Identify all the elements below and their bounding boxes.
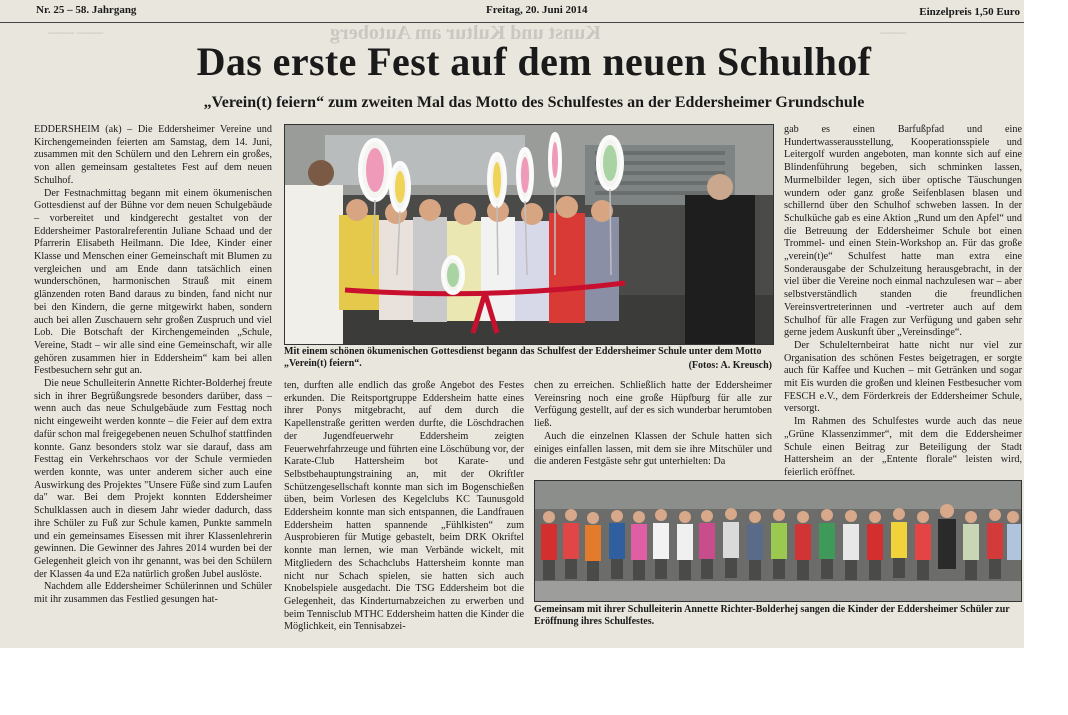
paragraph: gab es einen Barfußpfad und eine Hundertwasserausstellung, Kooperationsspiele und Leitergolf wurden angeboten, man konnte sich auf eine Blindenführung begeben, sich schminken lassen, Murmelbilder legen, sich über optische Täuschungen wundern oder ganz große Seifenblasen blasen und schillernd über den Schulhof schweben lassen. In der Schulküche gab es eine Aktion „Rund um den Apfel“ und die Betreuung der Eddersheimer Schule bot einen Trommel- und einen Stein-Workshop an. Für das große „verein(t)e“ Schulfest hatte man extra eine Sonderausgabe der Schulzeitung herausgebracht, in der viel über die Vereine noch einmal nachzulesen war – aber selbstverständlich standen die freundlichen Vereinsvertreterinnen und -vertreter auch auf dem Schulhof für alle Fragen zur Verfügung und gaben sehr gerne jedem Auskunft über „Vereinsdinge“.: [784, 124, 1022, 339]
article-column-4: [784, 124, 1022, 478]
article-headline: Das erste Fest auf dem neuen Schulhof: [196, 39, 872, 84]
issue-price: Einzelpreis 1,50 Euro: [919, 6, 1020, 18]
paragraph: EDDERSHEIM (ak) – Die Eddersheimer Vereine und Kirchengemeinden feierten am Samstag, dem 14. Juni, zusammen mit den Schülern und den Lehrern ein großes, von allen gemeinsam gestaltetes Fest auf dem neuen Schulhof.: [34, 124, 272, 186]
masthead: [0, 0, 1024, 23]
bleed-through-text: ——: [880, 24, 906, 39]
bleed-through-text: Kunst und Kultur am Autoberg: [330, 22, 601, 44]
photo-children-singing-image: [535, 481, 1021, 601]
paragraph: Der Festnachmittag begann mit einem ökumenischen Gottesdienst auf der Bühne vor dem neuen Schulgebäude – vorbereitet und kindgerecht gestaltet von der Eddersheimer Pastoralreferentin Juliane Schaad und der Pfarrerin Elisabeth Heilmann. Die Idee, Kinder einer Klasse und Menschen einer Gemeinschaft mit Blumen zu vergleichen und am Ende dann tatsächlich einen wunderschönen, harmonischen Strauß mit einem glänzenden roten Band daraus zu binden, fand nicht nur bei den Kindern, die gerne mitgewirkt haben, sondern auch bei allen Zuschauern sehr großen Zuspruch und viel Lob. Die Botschaft der Kirchengemeinden „Schule, Vereine, Stadt – wir alle sind eine Gemeinschaft, wir alle gehören zusammen hier in Eddersheim“ kam bei allen Festbesuchern sehr gut an.: [34, 187, 272, 377]
paragraph: Im Rahmen des Schulfestes wurde auch das neue „Grüne Klassenzimmer“, mit dem die Eddersheimer Schule einen Beitrag zur Beteiligung der Stadt Hattersheim an der „Entente florale“ leisten wird, feierlich eröffnet.: [784, 416, 1022, 478]
photo-children-singing: [534, 480, 1022, 602]
photo-church-service-caption: [284, 346, 772, 372]
photo-children-singing-caption: Gemeinsam mit ihrer Schulleiterin Annette Richter-Bolderhej sangen die Kinder der Eddersheimer Schüler zur Eröffnung ihres Schulfestes.: [534, 604, 1010, 627]
issue-number: Nr. 25 – 58. Jahrgang: [36, 4, 137, 16]
article-column-2: [284, 380, 524, 633]
paragraph: chen zu erreichen. Schließlich hatte der Eddersheimer Vereinsring noch eine große Hüpfburg für alle zur Verfügung gestellt, auf der es sich wunderbar herumtoben ließ.: [534, 380, 772, 430]
paragraph: Die neue Schulleiterin Annette Richter-Bolderhej freute sich in ihrer Begrüßungsrede besonders darüber, dass – wenn auch das neue Schulgebäude zum Festtag noch nicht eingeweiht werden konnte – die Feier auf dem extra dafür schon mal freigegebenen neuen Schulhof stattfinden konnte. Ganz besonders stolz war sie darauf, dass am Festtag ein Verkehrschaos vor der Schule vermieden werden konnte, was unter anderem sicher auch eine Auswirkung des Projektes "Unsere Füße sind zum Laufen da" war. Bei dem Projekt konnten Eddersheimer Schulklassen auch in diesem Jahr wieder dadurch, dass ihre Schüler zu Fuß zur Schule kamen, Punkte sammeln und ein gemeinsames Eisessen mit ihrer Klassenlehrerin gewinnen. Die Gewinner des Jahres 2014 wurden bei der Gelegenheit gleich von ihr genannt, was bei den Schülern der Klassen 4a und E2a natürlich großen Jubel auslöste.: [34, 378, 272, 580]
blank-margin: [0, 648, 1024, 715]
photo-church-service-image: [285, 125, 773, 344]
article-column-3: [534, 380, 772, 472]
article-subheadline: „Verein(t) feiern“ zum zweiten Mal das Motto des Schulfestes an der Eddersheimer Grundschule: [203, 94, 865, 111]
paragraph: Der Schulelternbeirat hatte nicht nur viel zur Organisation des schönen Festes beigetragen, er sorgte auch für Kaffee und Kuchen – mit Getränken und sogar mit Eis wurden die großen und kleinen Festbesucher vom FESCH e.V., dem Förderkreis der Eddersheimer Schule, versorgt.: [784, 339, 1022, 415]
article-column-1: [34, 124, 272, 630]
photo-credit: (Fotos: A. Kreusch): [688, 360, 772, 371]
paragraph: ten, durften alle endlich das große Angebot des Festes erkunden. Die Reitsportgruppe Eddersheim hatte eines ihrer Ponys mitgebracht, auf dem durch die Kapellenstraße geritten werden durfte, die Löschdrachen der Jugendfeuerwehr Eddersheim zeigten Feuerwehrfahrzeuge und führten eine Löschübung vor, der Karate-Club Hattersheim bot Karate- und Selbstbehauptungstraining an, mit der Okriftler Schützengesellschaft konnte man sich im Bogenschießen üben, beim Vorlesen des Kegelclubs KC Taunusgold Eddersheim konnte man sich entspannen, die Landfrauen Eddersheim hatten spannende „Fühlkisten“ zum Ausprobieren für Mutige gebastelt, beim DRK Okriftel konnte man lernen, wie man Verbände wickelt, mit Mitgliedern des Schachclubs Hattersheim konnte man nicht nur Schach spielen, sie hatten sich auch Knobelspiele ausgedacht. Die TSG Eddersheim bot die Gelegenheit, das Kinderturnabzeichen zu erwerben und beim Tennisclub MTHC Eddersheim hatten die Kinder die Möglichkeit, ein Tennisabzei-: [284, 380, 524, 633]
issue-date: Freitag, 20. Juni 2014: [486, 4, 588, 16]
paragraph: Auch die einzelnen Klassen der Schule hatten sich einiges einfallen lassen, mit dem sie ihre Mitschüler und die anderen Festgäste sehr gut unterhielten: Da: [534, 430, 772, 468]
bleed-through-text: —— ——: [48, 24, 104, 39]
caption-text: Mit einem schönen ökumenischen Gottesdienst begann das Schulfest der Eddersheimer Schule unter dem Motto „Verein(t) feiern“.: [284, 346, 762, 369]
photo-church-service: [284, 124, 774, 345]
paragraph: Nachdem alle Eddersheimer Schülerinnen und Schüler mit ihr zusammen das Festlied gesungen hat-: [34, 581, 272, 606]
